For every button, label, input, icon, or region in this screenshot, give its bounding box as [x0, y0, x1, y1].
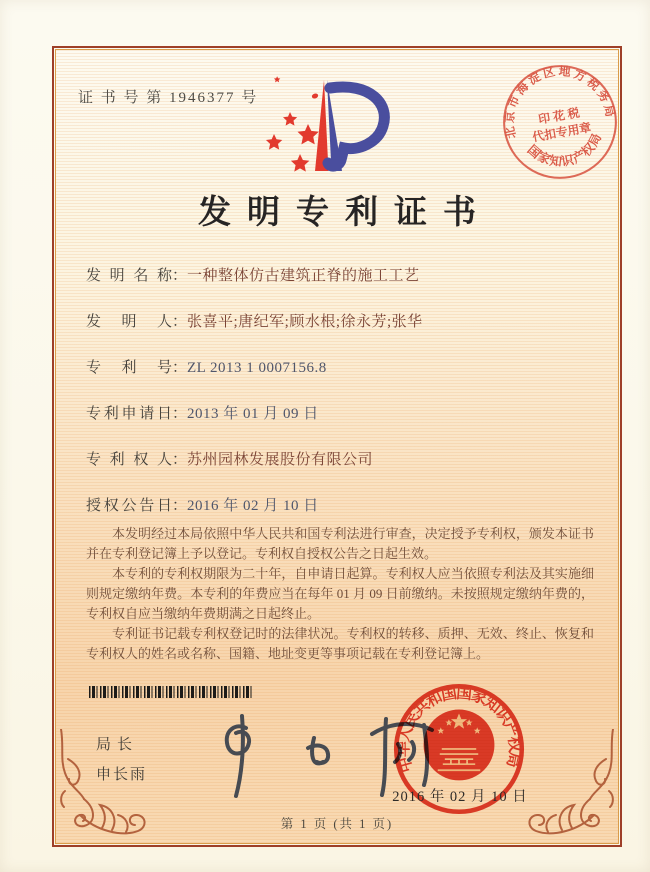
field-label: 专利权人 [86, 452, 172, 468]
field-label: 发明名称 [86, 268, 172, 284]
field-label: 专利申请日 [86, 406, 172, 422]
director-title: 局长 [96, 737, 139, 753]
stamp-center-line1: 印 花 税 [537, 105, 581, 127]
certificate-frame-inner [55, 49, 619, 844]
field-value: 苏州园林发展股份有限公司 [187, 452, 374, 468]
page-title: 发明专利证书 [198, 195, 492, 231]
corner-flourish-left-icon [58, 729, 148, 841]
field-row-inventors: 发明人：张喜平;唐纪军;顾水根;徐永芳;张华 [86, 310, 586, 356]
body-paragraph: 本专利的专利权期限为二十年，自申请日起算。专利权人应当依照专利法及其实施细则规定缴纳年费。本专利的年费应当在每年 01 月 09 日前缴纳。未按照规定缴纳年费的，专利权自应当缴纳年费期满之日起终止。 [86, 566, 594, 621]
field-value: ZL 2013 1 0007156.8 [187, 360, 327, 376]
body-paragraph: 本发明经过本局依照中华人民共和国专利法进行审查，决定授予专利权，颁发本证书并在专利登记簿上予以登记。专利权自授权公告之日起生效。 [86, 526, 594, 561]
page-footer: 第 1 页 (共 1 页) [280, 817, 394, 831]
stamp-center-line2: 代扣专用章 [531, 120, 593, 145]
tax-stamp [490, 52, 629, 191]
field-row-grant-date: 授权公告日：2016 年 02 月 10 日 [86, 494, 586, 540]
seal-date: 2016 年 02 月 10 日 [392, 789, 528, 805]
body-paragraph: 专利证书记载专利权登记时的法律状况。专利权的转移、质押、无效、终止、恢复和专利权人的姓名或名称、国籍、地址变更等事项记载在专利登记簿上。 [86, 626, 594, 661]
barcode [89, 686, 252, 698]
stamp-arc-bottom-text: 国家知识产权局 [524, 131, 605, 169]
field-label: 授权公告日 [86, 498, 172, 514]
certificate-number: 证 书 号 第 1946377 号 [78, 90, 259, 106]
director-name: 申长雨 [96, 767, 148, 783]
stamp-arc-top-text: 北京市海淀区地方税务局 [502, 64, 618, 141]
field-label: 发明人 [86, 314, 172, 330]
certificate-body [86, 524, 594, 664]
field-label: 专利号 [86, 360, 172, 376]
field-value: 2013 年 01 月 09 日 [187, 406, 319, 422]
national-emblem-icon [424, 710, 495, 781]
field-row-filing-date: 专利申请日：2013 年 01 月 09 日 [86, 402, 586, 448]
field-value: 张喜平;唐纪军;顾水根;徐永芳;张华 [187, 314, 423, 330]
field-row-patentee: 专利权人：苏州园林发展股份有限公司 [86, 448, 586, 494]
field-list [86, 264, 586, 540]
field-value: 2016 年 02 月 10 日 [187, 498, 319, 514]
field-value: 一种整体仿古建筑正脊的施工工艺 [187, 268, 420, 284]
field-row-invention-name: 发明名称：一种整体仿古建筑正脊的施工工艺 [86, 264, 586, 310]
field-row-patent-number: 专利号：ZL 2013 1 0007156.8 [86, 356, 586, 402]
seal-ring-text: 中华人民共和国国家知识产权局 [395, 684, 524, 775]
cnipa-logo-icon [252, 74, 402, 182]
certificate-frame [52, 46, 622, 847]
